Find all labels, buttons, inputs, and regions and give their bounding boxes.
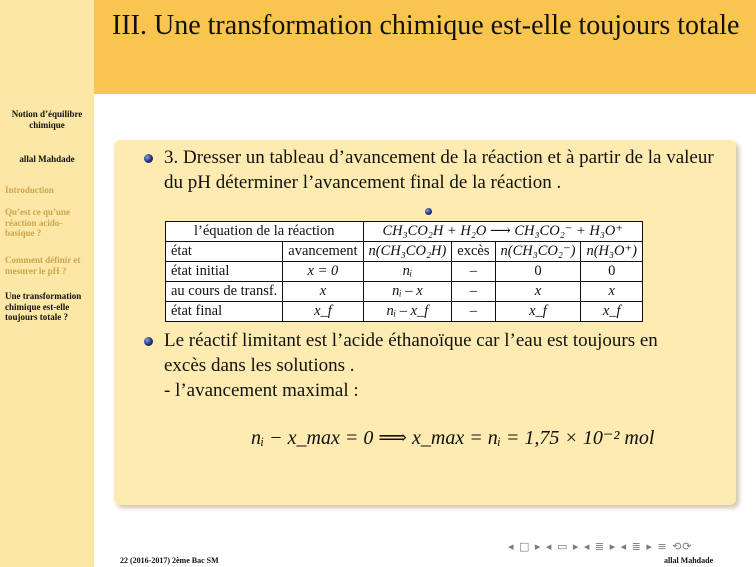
sidebar-author: allal Mahdade	[19, 154, 75, 164]
table-cell: état final	[166, 302, 283, 322]
sidebar-item-ph[interactable]: Comment définir et mesurer le pH ?	[5, 255, 81, 276]
table-cell: –	[452, 262, 495, 282]
table-cell: 0	[581, 262, 643, 282]
max-advancement-formula: nᵢ − x_max = 0 ⟹ x_max = nᵢ = 1,75 × 10⁻² mol	[251, 427, 655, 449]
table-cell: x_f	[581, 302, 643, 322]
table-cell: x_f	[495, 302, 581, 322]
table-cell: x	[495, 282, 581, 302]
reaction-equation: CH₃CO₂H + H₂O ⟶ CH₃CO₂⁻ + H₃O⁺	[363, 222, 642, 242]
sidebar-title: Notion d’équilibre chimique	[11, 109, 83, 130]
table-cell: nᵢ	[363, 262, 452, 282]
item-max-advancement: - l’avancement maximal :	[164, 380, 359, 401]
table-cell: x = 0	[283, 262, 363, 282]
sidebar-item-total-transformation[interactable]: Une transformation chimique est-elle toujours totale ?	[5, 291, 82, 322]
sidebar-item-introduction[interactable]: Introduction	[5, 185, 54, 195]
item-limiting-reagent-cont: excès dans les solutions .	[164, 355, 355, 376]
table-cell: –	[452, 302, 495, 322]
sidebar	[0, 0, 94, 567]
equation-label: l’équation de la réaction	[166, 222, 364, 242]
item-question-3: 3. Dresser un tableau d’avancement de la réaction et à partir de la valeur du pH déterminer l’avancement final de la réaction .	[164, 147, 714, 193]
table-cell: 0	[495, 262, 581, 282]
table-header-cell: n(H₃O⁺)	[581, 242, 643, 262]
page-title: III. Une transformation chimique est-elle toujours totale	[112, 10, 740, 41]
table-cell: état initial	[166, 262, 283, 282]
table-cell: x_f	[283, 302, 363, 322]
table-header-cell: avancement	[283, 242, 363, 262]
table-cell: nᵢ – x_f	[363, 302, 452, 322]
table-cell: x	[581, 282, 643, 302]
table-header-cell: n(CH₃CO₂H)	[363, 242, 452, 262]
bullet-icon	[425, 208, 432, 215]
item-limiting-reagent: Le réactif limitant est l’acide éthanoïque car l’eau est toujours en	[164, 330, 658, 351]
table-cell: nᵢ – x	[363, 282, 452, 302]
table-header-cell: n(CH₃CO₂⁻)	[495, 242, 581, 262]
slide-header	[94, 0, 756, 94]
bullet-icon	[144, 154, 153, 163]
table-header-cell: état	[166, 242, 283, 262]
footer-slide-info: 22 (2016-2017) 2ème Bac SM	[120, 556, 219, 565]
bullet-icon	[144, 337, 153, 346]
table-cell: x	[283, 282, 363, 302]
sidebar-item-acid-base[interactable]: Qu’est ce qu’une réaction acido-basique ?	[5, 207, 70, 238]
table-cell: –	[452, 282, 495, 302]
footer-author: allal Mahdade	[664, 556, 714, 565]
table-header-cell: excès	[452, 242, 495, 262]
beamer-navigation-icons[interactable]: ◂ □ ▸ ◂ ▭ ▸ ◂ ≣ ▸ ◂ ≣ ▸ ≡ ⟲⟳	[508, 540, 693, 553]
table-cell: au cours de transf.	[166, 282, 283, 302]
